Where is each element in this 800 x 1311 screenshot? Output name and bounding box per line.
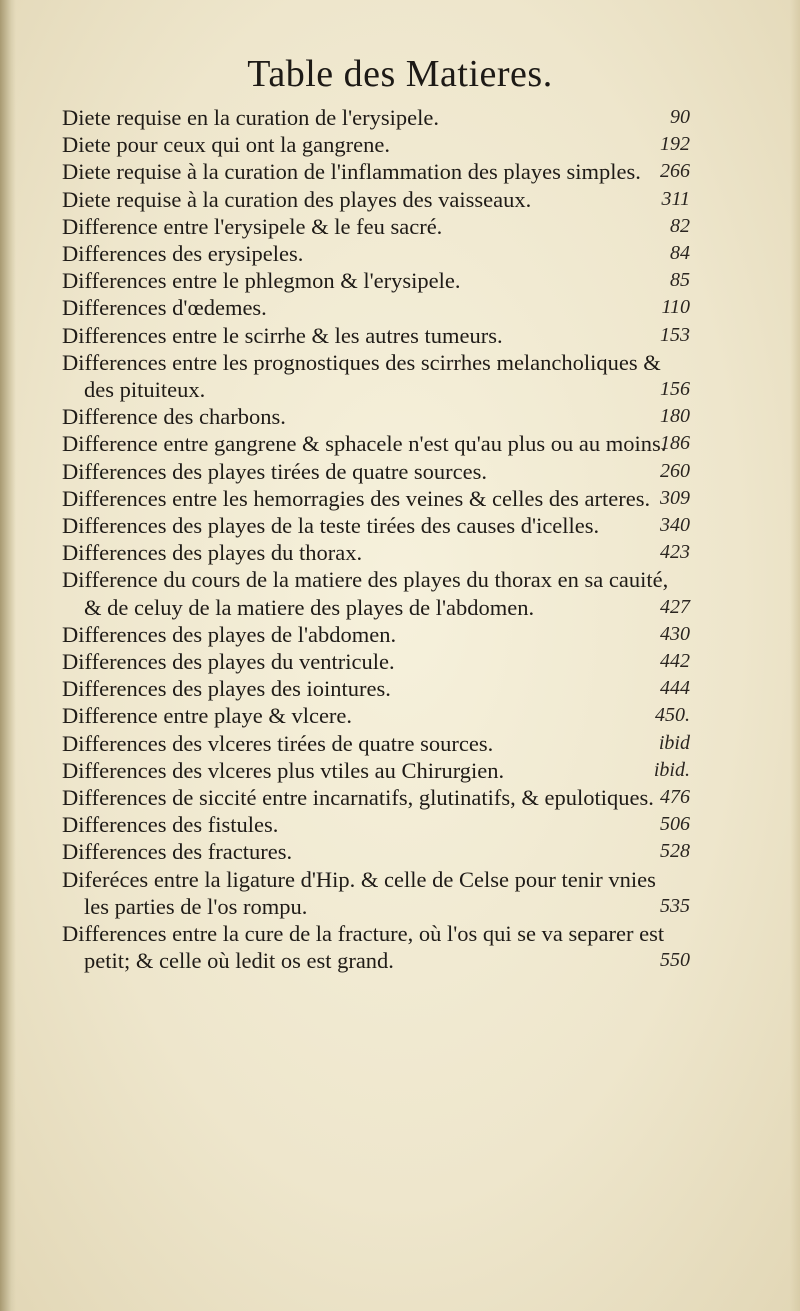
index-entries <box>62 104 690 975</box>
index-entry-text: Differences entre les hemorragies des veines & celles des arteres. <box>62 485 651 511</box>
index-entry-text: Differences des playes du ventricule. <box>62 649 395 675</box>
index-entry-text: Diete requise à la curation de l'inflammation des playes simples. <box>62 159 641 185</box>
index-entry-text: Differences des vlceres plus vtiles au Chirurgien. <box>62 757 505 783</box>
index-entry-text: Differences des playes de l'abdomen. <box>62 621 397 647</box>
index-entry-page-number: 506 <box>660 813 690 836</box>
index-entry-page-number: 192 <box>660 133 690 156</box>
index-entry <box>62 784 690 811</box>
index-entry <box>62 186 690 213</box>
index-entry-text: Differences entre le phlegmon & l'erysipele. <box>62 268 461 294</box>
index-entry <box>62 838 690 865</box>
index-entry-page-number: ibid <box>658 731 690 754</box>
index-entry-page-number: 450. <box>655 704 690 727</box>
index-entry-text: Difference des charbons. <box>62 404 286 430</box>
index-entry-page-number: 85 <box>670 269 690 292</box>
index-entry-text: Difference entre l'erysipele & le feu sacré. <box>62 213 443 239</box>
index-entry-page-number: 340 <box>660 514 690 537</box>
index-entry-text: Diete requise à la curation des playes des vaisseaux. <box>62 186 532 212</box>
index-entry-page-number: 82 <box>670 214 690 237</box>
index-entry-text: Diete requise en la curation de l'erysipele. <box>62 105 440 130</box>
index-entry-text: Differences entre le scirrhe & les autres tumeurs. <box>62 322 503 348</box>
index-entry-text: Differences des playes tirées de quatre sources. <box>62 458 488 484</box>
index-entry <box>62 104 690 131</box>
index-entry-page-number: 528 <box>660 840 690 863</box>
index-entry-text: Differences des playes de la teste tirées des causes d'icelles. <box>62 513 600 539</box>
index-entry <box>62 131 690 158</box>
index-entry <box>62 213 690 240</box>
index-entry <box>62 485 690 512</box>
index-entry <box>62 512 690 539</box>
index-entry-page-number: 550 <box>660 949 690 972</box>
index-entry-text: Difference entre playe & vlcere. <box>62 703 353 729</box>
index-entry-page-number: 535 <box>660 894 690 917</box>
index-entry-page-number: 260 <box>660 459 690 482</box>
index-entry <box>62 267 690 294</box>
index-entry-text: Diferéces entre la ligature d'Hip. & celle de Celse pour tenir vnies les parties de l'os rompu. <box>62 866 656 919</box>
index-entry <box>62 730 690 757</box>
index-entry <box>62 566 690 620</box>
index-entry <box>62 539 690 566</box>
index-entry <box>62 811 690 838</box>
index-entry-page-number: 427 <box>660 595 690 618</box>
index-entry-text: Differences entre les prognostiques des scirrhes melancholiques & des pituiteux. <box>62 349 661 403</box>
index-entry-text: Differences d'œdemes. <box>62 295 267 321</box>
index-entry-text: Differences des playes des iointures. <box>62 676 391 702</box>
index-entry-text: Differences de siccité entre incarnatifs, glutinatifs, & epulotiques. <box>62 785 654 811</box>
index-entry-text: Difference du cours de la matiere des playes du thorax en sa cauité, & de celuy de la matiere des playes de l'abdomen. <box>62 567 669 620</box>
index-entry-page-number: 90 <box>670 106 690 128</box>
index-entry-page-number: 423 <box>660 541 690 564</box>
index-entry-page-number: 442 <box>660 650 690 673</box>
index-entry <box>62 430 690 457</box>
index-entry-text: Differences des playes du thorax. <box>62 540 363 566</box>
page-title: Table des Matieres. <box>247 53 553 95</box>
index-entry-text: Difference entre gangrene & sphacele n'est qu'au plus ou au moins. <box>62 431 667 457</box>
index-entry <box>62 702 690 729</box>
index-entry <box>62 675 690 702</box>
index-entry <box>62 866 690 920</box>
index-entry <box>62 403 690 430</box>
index-entry-page-number: 430 <box>660 622 690 645</box>
index-entry-text: Differences des erysipeles. <box>62 241 304 267</box>
page-edge <box>790 0 800 1311</box>
index-entry-text: Differences entre la cure de la fracture, où l'os qui se va separer est petit; & celle où ledit os est grand. <box>62 921 665 974</box>
index-entry <box>62 920 690 974</box>
index-entry-page-number: 153 <box>660 323 690 346</box>
index-entry <box>62 757 690 784</box>
index-entry-page-number: 180 <box>660 405 690 428</box>
index-entry-page-number: 156 <box>660 378 690 401</box>
index-entry <box>62 648 690 675</box>
index-entry-page-number: 110 <box>661 296 690 319</box>
index-entry <box>62 158 690 185</box>
index-entry-text: Differences des fractures. <box>62 839 293 865</box>
index-entry <box>62 349 690 403</box>
index-entry <box>62 621 690 648</box>
index-entry-page-number: 311 <box>661 187 690 210</box>
index-entry-page-number: 444 <box>660 677 690 700</box>
index-entry <box>62 322 690 349</box>
index-entry-page-number: ibid. <box>653 758 690 781</box>
index-entry-text: Differences des fistules. <box>62 812 279 838</box>
index-entry-page-number: 266 <box>660 160 690 183</box>
index-entry-page-number: 309 <box>660 486 690 509</box>
index-entry <box>62 458 690 485</box>
index-entry <box>62 294 690 321</box>
page-spine-shadow <box>0 0 16 1311</box>
index-entry <box>62 240 690 267</box>
index-entry-page-number: 476 <box>660 786 690 809</box>
index-entry-text: Differences des vlceres tirées de quatre sources. <box>62 730 494 756</box>
index-entry-page-number: 84 <box>670 242 690 265</box>
index-entry-page-number: 186 <box>660 432 690 455</box>
index-entry-text: Diete pour ceux qui ont la gangrene. <box>62 132 391 158</box>
